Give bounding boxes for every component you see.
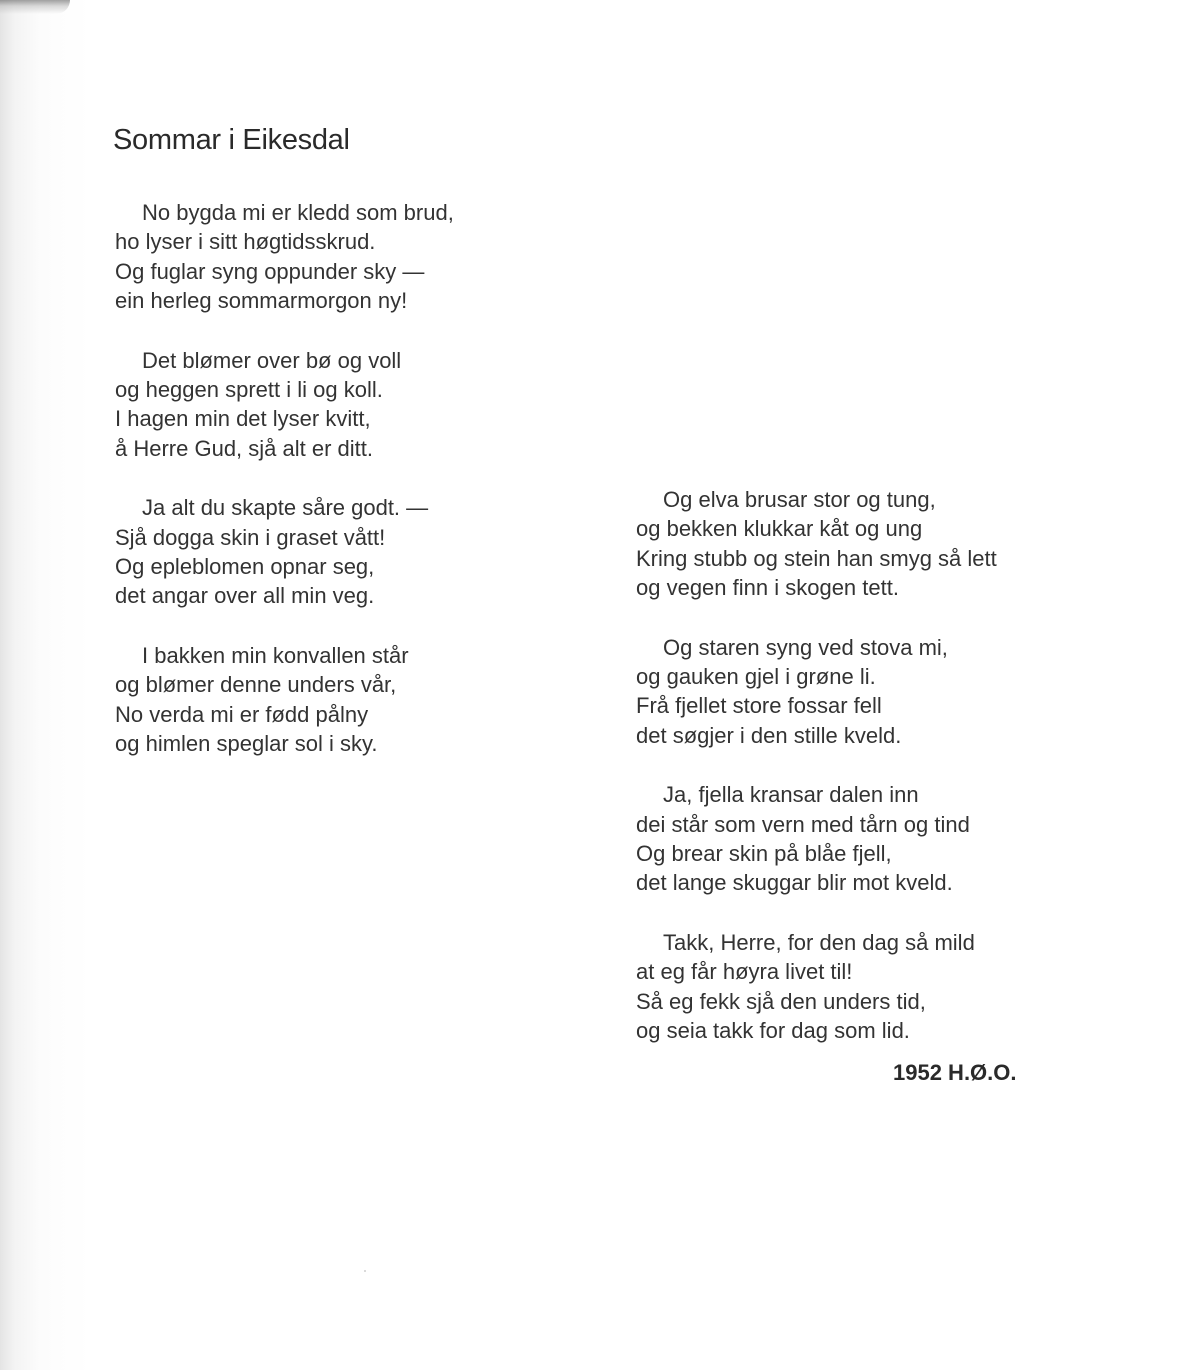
paper-speck bbox=[364, 1270, 366, 1272]
page-corner-shadow bbox=[0, 0, 70, 14]
poem-line: Så eg fekk sjå den unders tid, bbox=[636, 988, 926, 1014]
poem-line: ho lyser i sitt høgtidsskrud. bbox=[115, 229, 376, 255]
poem-line: og seia takk for dag som lid. bbox=[636, 1018, 910, 1044]
poem-line: at eg får høyra livet til! bbox=[636, 959, 853, 985]
poem-line: Sjå dogga skin i graset vått! bbox=[115, 524, 386, 550]
poem-left-column bbox=[115, 198, 454, 789]
poem-line: Kring stubb og stein han smyg så lett bbox=[636, 545, 997, 571]
poem-line: Og elva brusar stor og tung, bbox=[663, 487, 936, 512]
poem-line: ein herleg sommarmorgon ny! bbox=[115, 288, 408, 314]
poem-line: Takk, Herre, for den dag så mild bbox=[663, 929, 975, 955]
poem-line: I hagen min det lyser kvitt, bbox=[115, 406, 371, 432]
stanza bbox=[636, 928, 997, 1046]
poem-line: No bygda mi er kledd som brud, bbox=[142, 200, 454, 225]
poem-line: og himlen speglar sol i sky. bbox=[115, 731, 378, 757]
stanza bbox=[636, 780, 997, 898]
poem-line: og bekken klukkar kåt og ung bbox=[636, 516, 923, 542]
poem-title: Sommar i Eikesdal bbox=[113, 124, 350, 156]
poem-line: Det blømer over bø og voll bbox=[142, 347, 402, 373]
stanza bbox=[115, 641, 454, 759]
poem-line: Og staren syng ved stova mi, bbox=[663, 634, 948, 660]
poem-line: No verda mi er fødd pålny bbox=[115, 701, 369, 727]
poem-line: Og fuglar syng oppunder sky — bbox=[115, 258, 425, 284]
poem-line: og vegen finn i skogen tett. bbox=[636, 575, 899, 601]
poem-line: det søgjer i den stille kveld. bbox=[636, 722, 902, 748]
poem-right-column bbox=[636, 485, 997, 1076]
poem-line: Ja alt du skapte såre godt. — bbox=[142, 495, 429, 521]
poem-line: det angar over all min veg. bbox=[115, 583, 375, 609]
poem-line: det lange skuggar blir mot kveld. bbox=[636, 870, 953, 896]
poem-line: Frå fjellet store fossar fell bbox=[636, 693, 882, 719]
stanza bbox=[115, 198, 454, 316]
poem-line: Og brear skin på blåe fjell, bbox=[636, 841, 892, 867]
stanza bbox=[115, 493, 454, 611]
poem-line: og blømer denne unders vår, bbox=[115, 672, 397, 698]
poem-line: Og epleblomen opnar seg, bbox=[115, 554, 375, 580]
poem-line: og heggen sprett i li og koll. bbox=[115, 377, 383, 403]
poem-line: å Herre Gud, sjå alt er ditt. bbox=[115, 435, 373, 461]
poem-line: Ja, fjella kransar dalen inn bbox=[663, 782, 919, 808]
stanza bbox=[115, 346, 454, 464]
poem-line: og gauken gjel i grøne li. bbox=[636, 664, 876, 690]
stanza bbox=[636, 633, 997, 751]
poem-line: dei står som vern med tårn og tind bbox=[636, 811, 970, 837]
poem-line: I bakken min konvallen står bbox=[142, 642, 409, 668]
stanza bbox=[636, 485, 997, 603]
poem-signature: 1952 H.Ø.O. bbox=[893, 1060, 1017, 1085]
